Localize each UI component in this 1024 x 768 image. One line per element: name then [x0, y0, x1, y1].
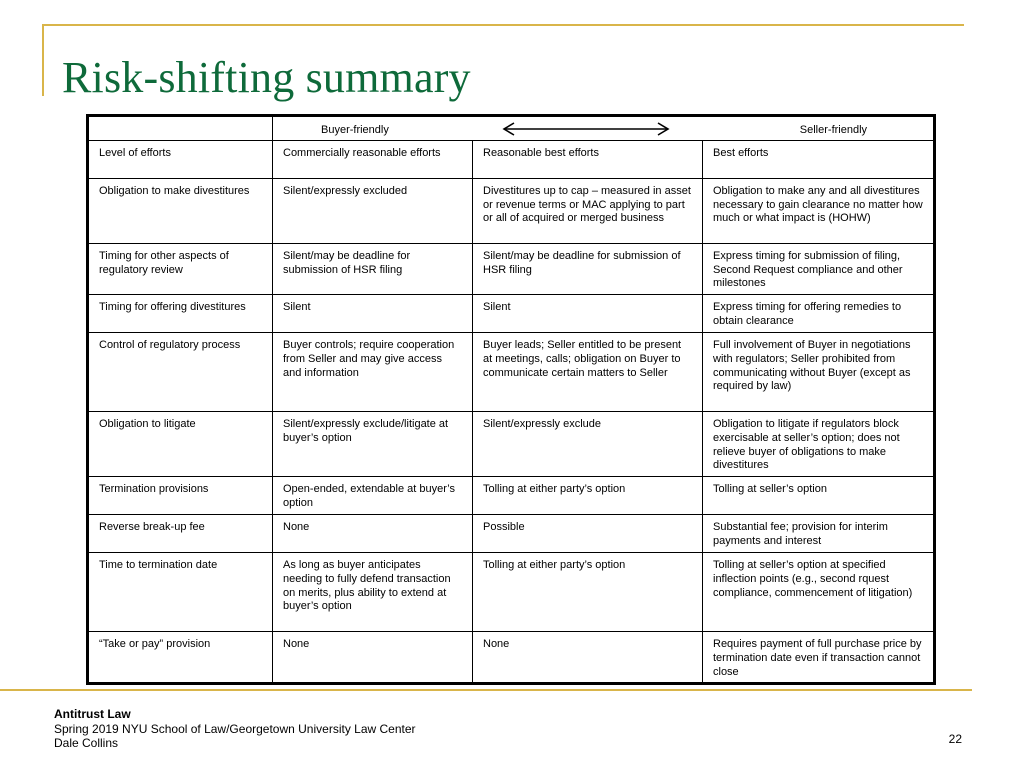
- buyer-friendly-cell: Silent/expressly exclude/litigate at buyer’s option: [273, 412, 473, 477]
- buyer-friendly-cell: Buyer controls; require cooperation from Seller and may give access and information: [273, 333, 473, 412]
- header-spectrum-cell: [273, 116, 935, 141]
- seller-friendly-cell: Tolling at seller’s option: [703, 477, 935, 515]
- footer-author: Dale Collins: [54, 736, 119, 750]
- table-row: [88, 295, 935, 333]
- bottom-accent-rule: [0, 689, 972, 691]
- middle-cell: Reasonable best efforts: [473, 141, 703, 179]
- row-label-cell: Time to termination date: [88, 553, 273, 632]
- row-label-cell: Reverse break-up fee: [88, 515, 273, 553]
- left-accent-rule: [42, 24, 44, 96]
- slide-title: Risk-shifting summary: [62, 53, 471, 102]
- middle-cell: Divestitures up to cap – measured in asset or revenue terms or MAC applying to part or all of acquired or merged business: [473, 179, 703, 244]
- table-row: [88, 477, 935, 515]
- footer: [54, 707, 416, 751]
- risk-table: [86, 114, 936, 685]
- middle-cell: Silent: [473, 295, 703, 333]
- buyer-friendly-cell: Silent/expressly excluded: [273, 179, 473, 244]
- seller-friendly-cell: Obligation to make any and all divestitures necessary to gain clearance no matter how much or what impact is (HOHW): [703, 179, 935, 244]
- table-row: [88, 515, 935, 553]
- table-row: [88, 632, 935, 684]
- seller-friendly-cell: Express timing for offering remedies to obtain clearance: [703, 295, 935, 333]
- row-label-cell: Obligation to litigate: [88, 412, 273, 477]
- table-row: [88, 141, 935, 179]
- middle-cell: Tolling at either party’s option: [473, 553, 703, 632]
- seller-friendly-cell: Best efforts: [703, 141, 935, 179]
- top-accent-rule: [42, 24, 964, 26]
- buyer-friendly-cell: Open-ended, extendable at buyer’s option: [273, 477, 473, 515]
- row-label-cell: Control of regulatory process: [88, 333, 273, 412]
- header-blank-cell: [88, 116, 273, 141]
- table-row: [88, 244, 935, 295]
- table-row: [88, 179, 935, 244]
- buyer-friendly-cell: As long as buyer anticipates needing to fully defend transaction on merits, plus ability to extend at buyer’s option: [273, 553, 473, 632]
- seller-friendly-cell: Express timing for submission of filing, Second Request compliance and other milestones: [703, 244, 935, 295]
- row-label-cell: Obligation to make divestitures: [88, 179, 273, 244]
- table-row: [88, 412, 935, 477]
- row-label-cell: Termination provisions: [88, 477, 273, 515]
- seller-friendly-label: Seller-friendly: [799, 124, 868, 136]
- table-header-row: [88, 116, 935, 141]
- seller-friendly-cell: Obligation to litigate if regulators block exercisable at seller’s option; does not relieve buyer of obligations to make divestitures: [703, 412, 935, 477]
- middle-cell: Possible: [473, 515, 703, 553]
- double-arrow-icon: [501, 122, 671, 141]
- middle-cell: Tolling at either party’s option: [473, 477, 703, 515]
- footer-course: Antitrust Law: [54, 707, 131, 721]
- seller-friendly-cell: Tolling at seller’s option at specified inflection points (e.g., second rquest compliance, commencement of litigation): [703, 553, 935, 632]
- seller-friendly-cell: Full involvement of Buyer in negotiations with regulators; Seller prohibited from communicating without Buyer (except as required by law): [703, 333, 935, 412]
- row-label-cell: Timing for other aspects of regulatory review: [88, 244, 273, 295]
- buyer-friendly-cell: None: [273, 632, 473, 684]
- buyer-friendly-label: Buyer-friendly: [321, 124, 389, 136]
- seller-friendly-cell: Requires payment of full purchase price by termination date even if transaction cannot close: [703, 632, 935, 684]
- row-label-cell: “Take or pay” provision: [88, 632, 273, 684]
- row-label-cell: Timing for offering divestitures: [88, 295, 273, 333]
- buyer-friendly-cell: None: [273, 515, 473, 553]
- page-number: 22: [948, 732, 962, 746]
- footer-term: Spring 2019 NYU School of Law/Georgetown University Law Center: [54, 721, 416, 736]
- row-label-cell: Level of efforts: [88, 141, 273, 179]
- middle-cell: Silent/may be deadline for submission of HSR filing: [473, 244, 703, 295]
- buyer-friendly-cell: Silent: [273, 295, 473, 333]
- table-row: [88, 553, 935, 632]
- middle-cell: None: [473, 632, 703, 684]
- middle-cell: Silent/expressly exclude: [473, 412, 703, 477]
- buyer-friendly-cell: Silent/may be deadline for submission of HSR filing: [273, 244, 473, 295]
- table-row: [88, 333, 935, 412]
- seller-friendly-cell: Substantial fee; provision for interim payments and interest: [703, 515, 935, 553]
- buyer-friendly-cell: Commercially reasonable efforts: [273, 141, 473, 179]
- middle-cell: Buyer leads; Seller entitled to be present at meetings, calls; obligation on Buyer to communicate certain matters to Seller: [473, 333, 703, 412]
